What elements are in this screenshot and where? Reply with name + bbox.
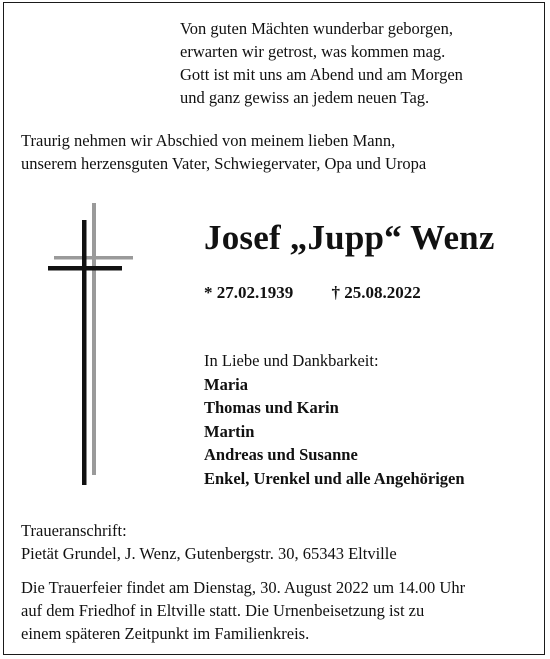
address-label: Traueranschrift: — [21, 521, 127, 540]
cross-shadow-horizontal — [54, 256, 133, 260]
poem — [180, 17, 463, 109]
intro-line: Traurig nehmen wir Abschied von meinem lieben Mann, — [21, 131, 396, 150]
cross-shadow-vertical — [92, 203, 96, 475]
mourning-address — [21, 519, 397, 565]
ceremony-info — [21, 576, 465, 645]
deceased-name: Josef „Jupp“ Wenz — [204, 218, 495, 257]
family-list — [204, 349, 465, 490]
cross-horizontal — [48, 266, 122, 271]
poem-line: erwarten wir getrost, was kommen mag. — [180, 42, 446, 61]
ceremony-line: einem späteren Zeitpunkt im Familienkreis. — [21, 624, 310, 643]
cross-vertical — [82, 220, 87, 485]
family-member: Martin — [204, 421, 255, 441]
poem-line: und ganz gewiss an jedem neuen Tag. — [180, 88, 430, 107]
family-member: Maria — [204, 374, 248, 394]
ceremony-line: auf dem Friedhof in Eltville statt. Die Urnenbeisetzung ist zu — [21, 601, 425, 620]
farewell-intro — [21, 129, 426, 175]
ceremony-line: Die Trauerfeier findet am Dienstag, 30. August 2022 um 14.00 Uhr — [21, 578, 466, 597]
address-line: Pietät Grundel, J. Wenz, Gutenbergstr. 30, 65343 Eltville — [21, 544, 397, 563]
family-member: Thomas und Karin — [204, 398, 339, 417]
family-member: Enkel, Urenkel und alle Angehörigen — [204, 468, 465, 488]
death-date: † 25.08.2022 — [331, 283, 421, 302]
family-member: Andreas und Susanne — [204, 445, 358, 464]
intro-line: unserem herzensguten Vater, Schwiegervater, Opa und Uropa — [21, 154, 427, 173]
cross-icon — [48, 203, 133, 485]
birth-date: * 27.02.1939 — [204, 283, 294, 302]
life-dates — [204, 282, 421, 304]
family-heading: In Liebe und Dankbarkeit: — [204, 351, 379, 370]
poem-line: Gott ist mit uns am Abend und am Morgen — [180, 65, 463, 84]
poem-line: Von guten Mächten wunderbar geborgen, — [180, 19, 453, 38]
